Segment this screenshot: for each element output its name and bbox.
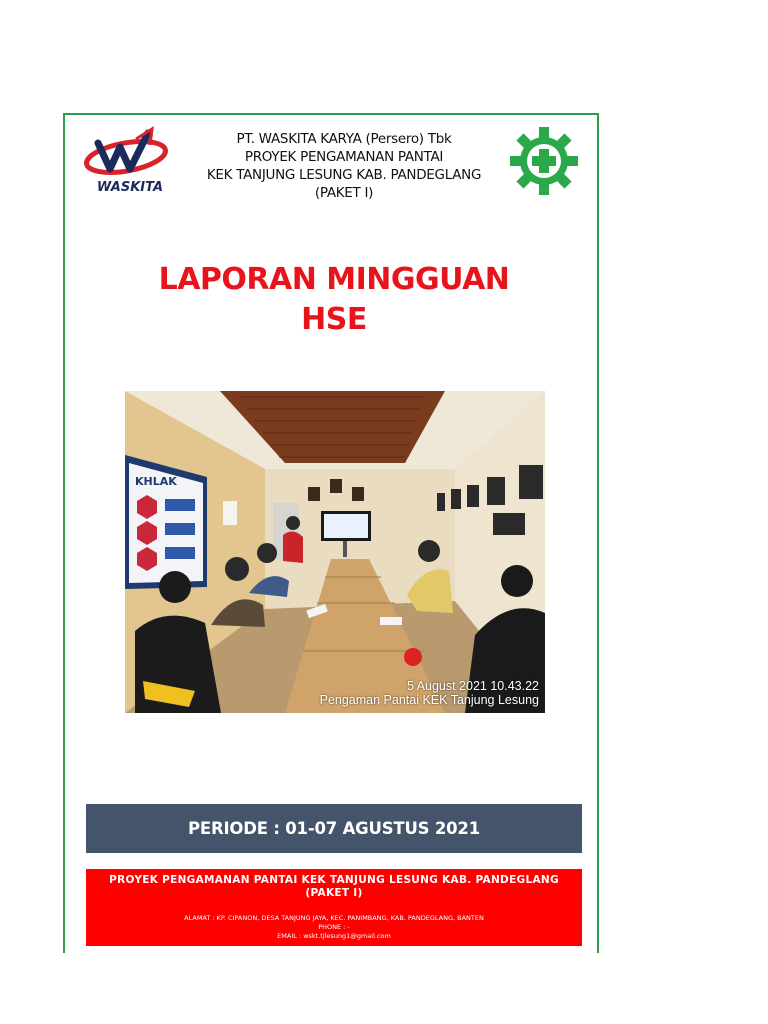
footer-phone: PHONE : - — [318, 923, 350, 931]
footer-title-line1: PROYEK PENGAMANAN PANTAI KEK TANJUNG LESUNG KAB. PANDEGLANG — [109, 874, 559, 886]
waskita-logo-text: WASKITA — [96, 180, 164, 195]
footer-email: EMAIL : wskt.tjlesung1@gmail.com — [277, 932, 391, 940]
footer-band — [86, 869, 582, 946]
k3-gear-icon — [508, 125, 580, 197]
report-title — [80, 260, 588, 340]
waskita-logo-graphic — [80, 125, 180, 201]
meeting-room-illustration — [125, 391, 545, 713]
waskita-logo — [80, 125, 180, 201]
poster-text: KHLAK — [135, 475, 177, 488]
company-name: PT. WASKITA KARYA (Persero) Tbk — [236, 131, 452, 147]
footer-project-title — [86, 869, 582, 900]
report-title-line1: LAPORAN MINGGUAN — [158, 262, 510, 297]
photo-location: Pengaman Pantai KEK Tanjung Lesung — [319, 693, 539, 707]
period-band: PERIODE : 01-07 AGUSTUS 2021 — [86, 804, 582, 853]
company-header — [180, 130, 508, 202]
footer-title-line2: (PAKET I) — [305, 887, 363, 899]
k3-safety-logo — [508, 125, 580, 197]
photo-timestamp-caption — [320, 679, 539, 707]
footer-contact-info — [86, 914, 582, 941]
footer-address: ALAMAT : KP. CIPANON, DESA TANJUNG JAYA, KEC. PANIMBANG, KAB. PANDEGLANG, BANTEN — [184, 914, 484, 922]
report-title-line2: HSE — [301, 302, 367, 337]
project-name: PROYEK PENGAMANAN PANTAI — [244, 149, 444, 165]
project-package: (PAKET I) — [314, 185, 374, 201]
meeting-photo — [125, 391, 545, 713]
photo-timestamp: 5 August 2021 10.43.22 — [406, 679, 539, 693]
project-location: KEK TANJUNG LESUNG KAB. PANDEGLANG — [206, 167, 482, 183]
